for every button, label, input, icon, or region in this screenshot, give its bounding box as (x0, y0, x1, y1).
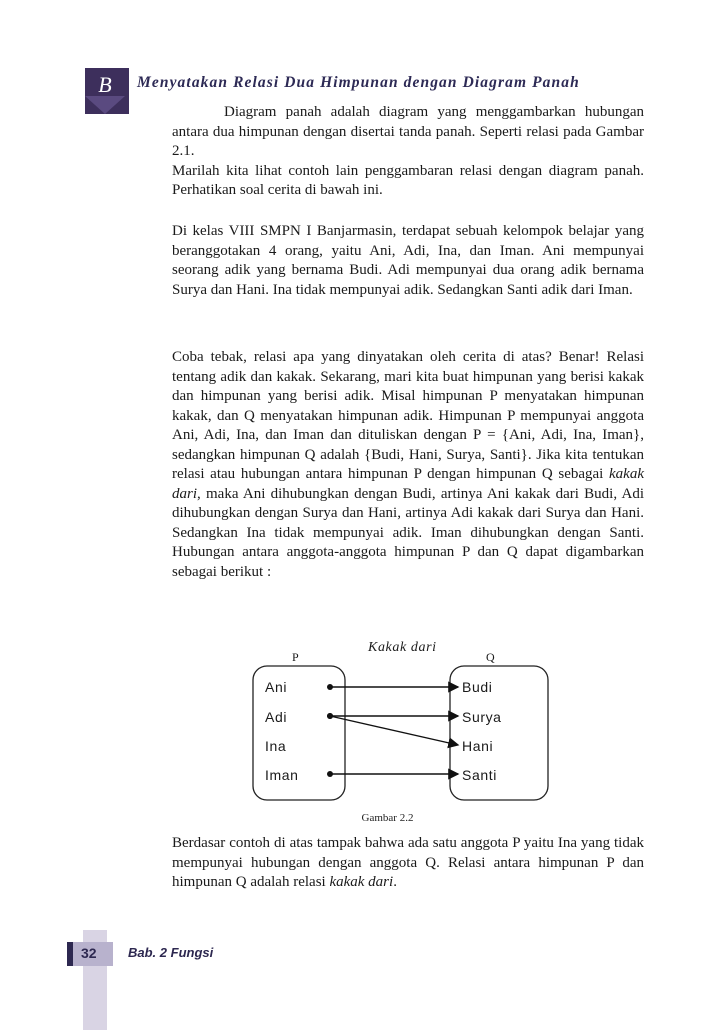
page-number-accent (67, 942, 73, 966)
relation-arrow (330, 716, 458, 745)
story-paragraph: Di kelas VIII SMPN I Banjarmasin, terdapat sebuah kelompok belajar yang beranggotakan 4 orang, yaitu Ani, Adi, Ina, dan Iman. Ani mempunyai seorang adik yang bernama Budi. Adi mempunyai dua orang adik bernama Surya dan Hani. Ina tidak mempunyai adik. Sedangkan Santi adik dari Iman. (172, 223, 644, 298)
relation-term: kakak dari (329, 874, 394, 890)
q-member: Budi (462, 679, 493, 695)
conclusion-end: . (393, 874, 397, 890)
explanation-text: Coba tebak, relasi apa yang dinyatakan oleh cerita di atas? Benar! Relasi tentang adik dan kakak. Sekarang, mari kita buat himpunan yang berisi kakak dan himpunan yang berisi adik. Misal himpunan P menyatakan himpunan kakak, dan Q menyatakan himpunan adik. Himpunan P mempunyai anggota Ani, Adi, Ina, dan Iman dan dituliskan dengan P = {Ani, Adi, Ina, Iman}, sedangkan himpunan Q adalah {Budi, Hani, Surya, Santi}. Jika kita tentukan relasi atau hubungan antara himpunan P dengan himpunan Q sebagai (172, 349, 644, 482)
chapter-label: Bab. 2 Fungsi (128, 945, 214, 960)
intro-paragraph: Diagram panah adalah diagram yang menggambarkan hubungan antara dua himpunan dengan disertai tanda panah. Seperti relasi pada Gambar 2.1. (172, 104, 644, 159)
relation-term: kakak dari (172, 466, 644, 502)
intro-block (172, 103, 644, 201)
p-member: Adi (265, 709, 288, 725)
page-number-block (67, 942, 113, 966)
page-number: 32 (81, 945, 97, 961)
p-member: Iman (265, 767, 299, 783)
figure-caption: Gambar 2.2 (361, 812, 414, 824)
set-q-label: Q (486, 650, 496, 664)
conclusion-paragraph (172, 834, 644, 893)
q-member: Santi (462, 767, 497, 783)
explanation-paragraph (172, 348, 644, 582)
arrow-diagram (250, 636, 570, 826)
section-letter: B (98, 72, 112, 97)
relation-label: Kakak dari (368, 640, 437, 655)
p-member: Ani (265, 679, 288, 695)
intro-paragraph: Marilah kita lihat contoh lain penggambaran relasi dengan diagram panah. Perhatikan soal cerita di bawah ini. (172, 162, 644, 198)
explanation-text: , maka Ani dihubungkan dengan Budi, artinya Ani kakak dari Budi, Adi dihubungkan dengan Surya dan Hani, artinya Adi kakak dari Surya dan Hani. Sedangkan Ina tidak mempunyai adik. Iman dihubungkan dengan Santi. Hubungan antara anggota-anggota himpunan P dan Q dapat digambarkan sebagai berikut : (172, 485, 644, 580)
section-badge (85, 68, 129, 114)
set-p-label: P (292, 650, 300, 664)
q-member: Hani (462, 738, 494, 754)
q-member: Surya (462, 709, 502, 725)
p-member: Ina (265, 738, 287, 754)
conclusion-text: Berdasar contoh di atas tampak bahwa ada satu anggota P yaitu Ina yang tidak mempunyai hubungan dengan anggota Q. Relasi antara himpunan P dan himpunan Q adalah relasi (172, 835, 644, 890)
section-title: Menyatakan Relasi Dua Himpunan dengan Diagram Panah (137, 74, 580, 91)
